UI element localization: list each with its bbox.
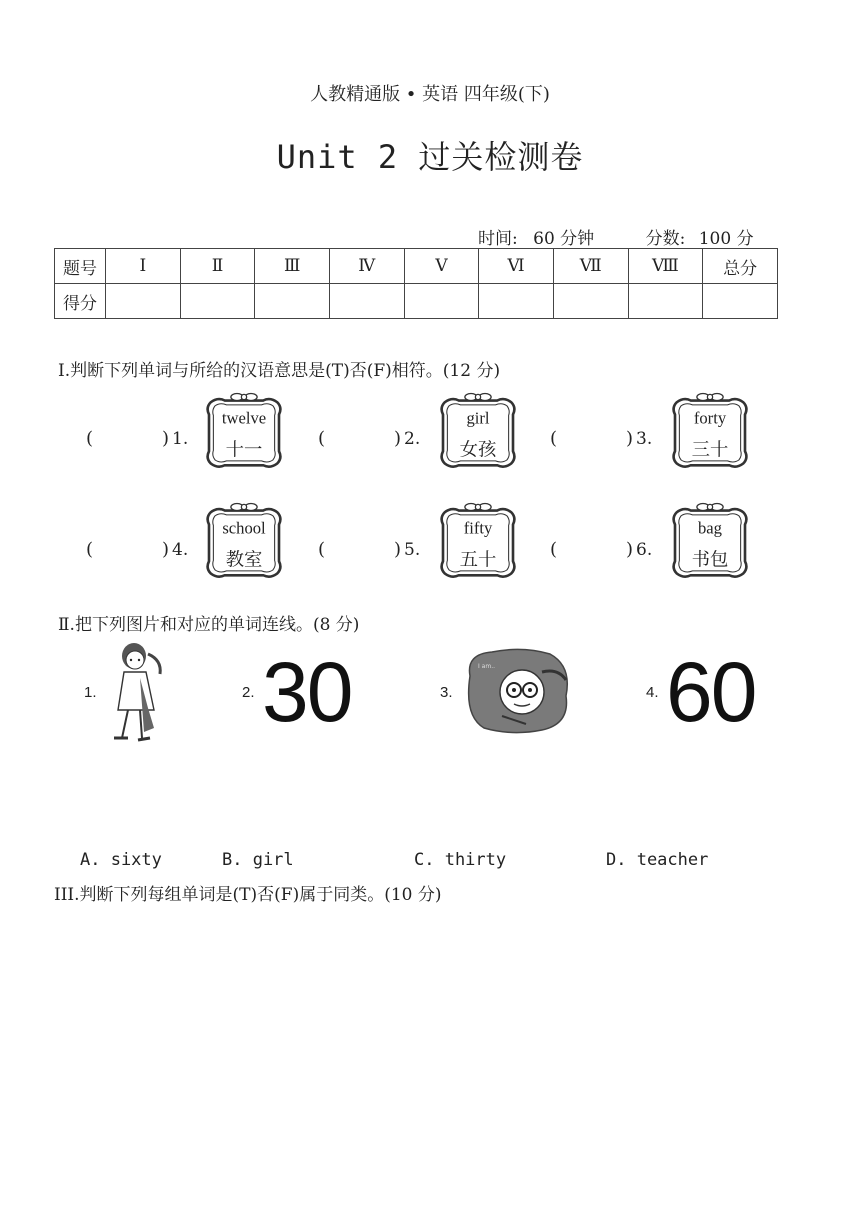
item-number: 5. [404, 540, 421, 560]
word-card [658, 390, 762, 474]
answer-blank-close: ) [626, 539, 634, 560]
score-cell[interactable] [553, 284, 628, 319]
answer-blank[interactable]: ( [86, 539, 94, 560]
picture-number: 2. [242, 684, 255, 701]
card-english-word: fifty [463, 518, 493, 538]
card-english-word: girl [466, 408, 490, 428]
question-number-label: 题号 [55, 249, 106, 284]
score-label: 分数: [645, 229, 686, 249]
column-header: Ⅰ [106, 249, 181, 284]
card-chinese-word: 五十 [459, 549, 497, 571]
column-header: Ⅳ [329, 249, 404, 284]
item-number: 3. [636, 429, 653, 449]
word-card [658, 500, 762, 584]
score-cell[interactable] [106, 284, 181, 319]
score-cell[interactable] [628, 284, 703, 319]
word-card [192, 500, 296, 584]
section-2-heading: Ⅱ.把下列图片和对应的单词连线。(8 分) [58, 615, 360, 635]
answer-blank-close: ) [162, 428, 170, 449]
picture-number: 4. [646, 684, 659, 701]
option-d[interactable]: D. teacher [606, 850, 709, 870]
option-a[interactable]: A. sixty [80, 850, 162, 870]
card-chinese-word: 教室 [225, 549, 263, 571]
teacher-illustration-icon [462, 646, 576, 736]
card-chinese-word: 女孩 [459, 439, 497, 461]
word-card [426, 500, 530, 584]
option-c[interactable]: C. thirty [414, 850, 507, 870]
column-header: Ⅱ [180, 249, 255, 284]
answer-blank-close: ) [394, 539, 402, 560]
picture-number: 1. [84, 684, 97, 701]
answer-blank[interactable]: ( [550, 539, 558, 560]
girl-illustration-icon [104, 638, 168, 744]
score-table-score-row [55, 284, 778, 319]
score-cell[interactable] [180, 284, 255, 319]
answer-blank[interactable]: ( [86, 428, 94, 449]
score-label: 得分 [55, 284, 106, 319]
item-number: 2. [404, 429, 421, 449]
score-cell[interactable] [255, 284, 330, 319]
svg-text:I am..: I am.. [478, 663, 496, 670]
book-subtitle: 人教精通版 • 英语 四年级(下) [310, 84, 550, 105]
word-card [426, 390, 530, 474]
item-number: 1. [172, 429, 189, 449]
card-english-word: bag [698, 518, 722, 538]
column-header: Ⅴ [404, 249, 479, 284]
column-header: Ⅵ [479, 249, 554, 284]
exam-meta [478, 224, 754, 249]
column-header: Ⅶ [553, 249, 628, 284]
word-card [192, 390, 296, 474]
answer-blank[interactable]: ( [550, 428, 558, 449]
number-60-picture: 60 [666, 645, 756, 739]
time-value: 60 分钟 [533, 229, 595, 249]
item-number: 4. [172, 540, 189, 560]
option-b[interactable]: B. girl [222, 850, 294, 870]
card-chinese-word: 三十 [691, 439, 729, 461]
score-value: 100 分 [698, 229, 754, 249]
section-1-heading: Ⅰ.判断下列单词与所给的汉语意思是(T)否(F)相符。(12 分) [58, 361, 501, 381]
card-chinese-word: 书包 [691, 549, 729, 571]
time-label: 时间: [478, 229, 518, 249]
card-english-word: twelve [221, 408, 267, 428]
answer-blank[interactable]: ( [318, 428, 326, 449]
score-cell[interactable] [404, 284, 479, 319]
card-english-word: school [222, 518, 266, 538]
item-number: 6. [636, 540, 653, 560]
answer-blank-close: ) [394, 428, 402, 449]
picture-number: 3. [440, 684, 453, 701]
score-cell[interactable] [479, 284, 554, 319]
score-table-header-row [55, 249, 778, 284]
column-header-total: 总分 [703, 249, 778, 284]
card-english-word: forty [693, 408, 727, 428]
score-table [54, 248, 778, 319]
score-cell[interactable] [703, 284, 778, 319]
column-header: Ⅷ [628, 249, 703, 284]
score-cell[interactable] [329, 284, 404, 319]
column-header: Ⅲ [255, 249, 330, 284]
section-3-heading: III.判断下列每组单词是(T)否(F)属于同类。(10 分) [54, 885, 442, 905]
answer-blank-close: ) [162, 539, 170, 560]
card-chinese-word: 十一 [225, 439, 263, 461]
page-title: Unit 2 过关检测卷 [276, 138, 584, 176]
answer-blank[interactable]: ( [318, 539, 326, 560]
answer-blank-close: ) [626, 428, 634, 449]
number-30-picture: 30 [262, 645, 352, 739]
